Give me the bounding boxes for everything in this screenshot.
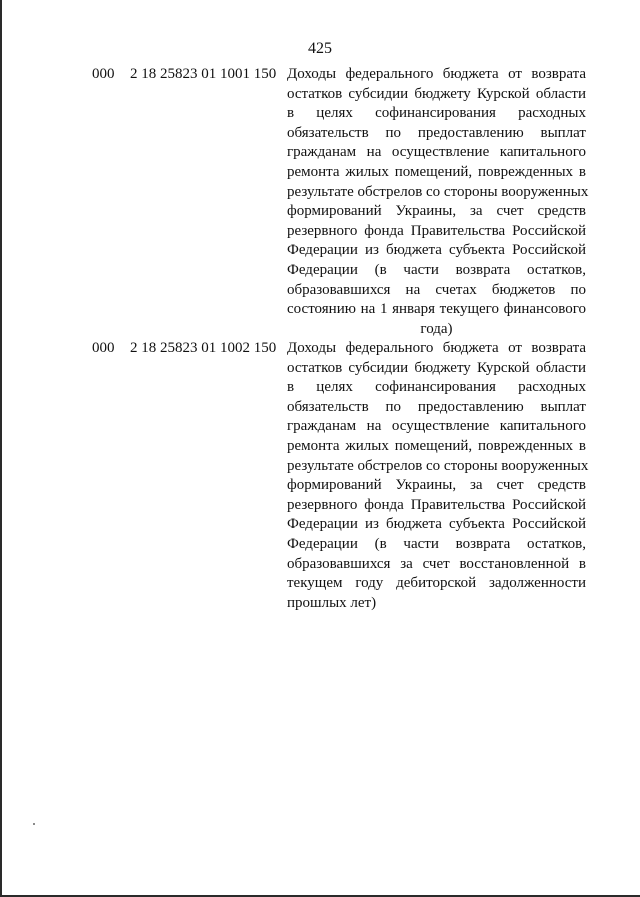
scan-edge-left xyxy=(0,0,2,897)
description-line: обязательств по предоставлению выплат xyxy=(287,124,586,141)
description-line: прошлых лет) xyxy=(287,594,377,611)
description-line: Федерации (в части возврата остатков, xyxy=(287,261,586,278)
description-line: в целях софинансирования расходных xyxy=(287,105,586,122)
budget-classification-code: 2 18 25823 01 1001 150 xyxy=(130,66,277,82)
page-number: 425 xyxy=(308,40,332,57)
description-line: в целях софинансирования расходных xyxy=(287,379,586,396)
description-line: остатков субсидии бюджету Курской области xyxy=(287,85,586,102)
budget-classification-code: 2 18 25823 01 1002 150 xyxy=(130,340,277,356)
description-line: Федерации из бюджета субъекта Российской xyxy=(287,242,586,259)
description-line: результате обстрелов со стороны вооруженных xyxy=(287,183,589,200)
scan-speck xyxy=(33,823,35,825)
description-line: Доходы федерального бюджета от возврата xyxy=(287,340,586,356)
description-line: гражданам на осуществление капитального xyxy=(287,418,586,435)
description-line: ремонта жилых помещений, поврежденных в xyxy=(287,437,586,454)
description-line: текущем году дебиторской задолженности xyxy=(287,575,586,592)
description-line: Федерации из бюджета субъекта Российской xyxy=(287,516,586,533)
admin-code: 000 xyxy=(92,340,115,356)
revenue-description xyxy=(287,65,589,339)
description-line: Федерации (в части возврата остатков, xyxy=(287,535,586,552)
description-line: обязательств по предоставлению выплат xyxy=(287,398,586,415)
description-line: результате обстрелов со стороны вооруженных xyxy=(287,457,589,474)
description-line: резервного фонда Правительства Российской xyxy=(287,496,586,513)
admin-code: 000 xyxy=(92,66,115,82)
description-line: гражданам на осуществление капитального xyxy=(287,144,586,161)
description-line: формирований Украины, за счет средств xyxy=(287,477,586,494)
description-line: образовавшихся на счетах бюджетов по xyxy=(287,281,586,298)
description-line: формирований Украины, за счет средств xyxy=(287,203,586,220)
description-line: резервного фонда Правительства Российской xyxy=(287,222,586,239)
description-line: остатков субсидии бюджету Курской области xyxy=(287,359,586,376)
revenue-description xyxy=(287,339,589,613)
description-line: состоянию на 1 января текущего финансового xyxy=(287,301,586,318)
description-line: ремонта жилых помещений, поврежденных в xyxy=(287,163,586,180)
description-line: года) xyxy=(420,320,453,337)
description-line: образовавшихся за счет восстановленной в xyxy=(287,555,586,572)
description-line: Доходы федерального бюджета от возврата xyxy=(287,66,586,82)
